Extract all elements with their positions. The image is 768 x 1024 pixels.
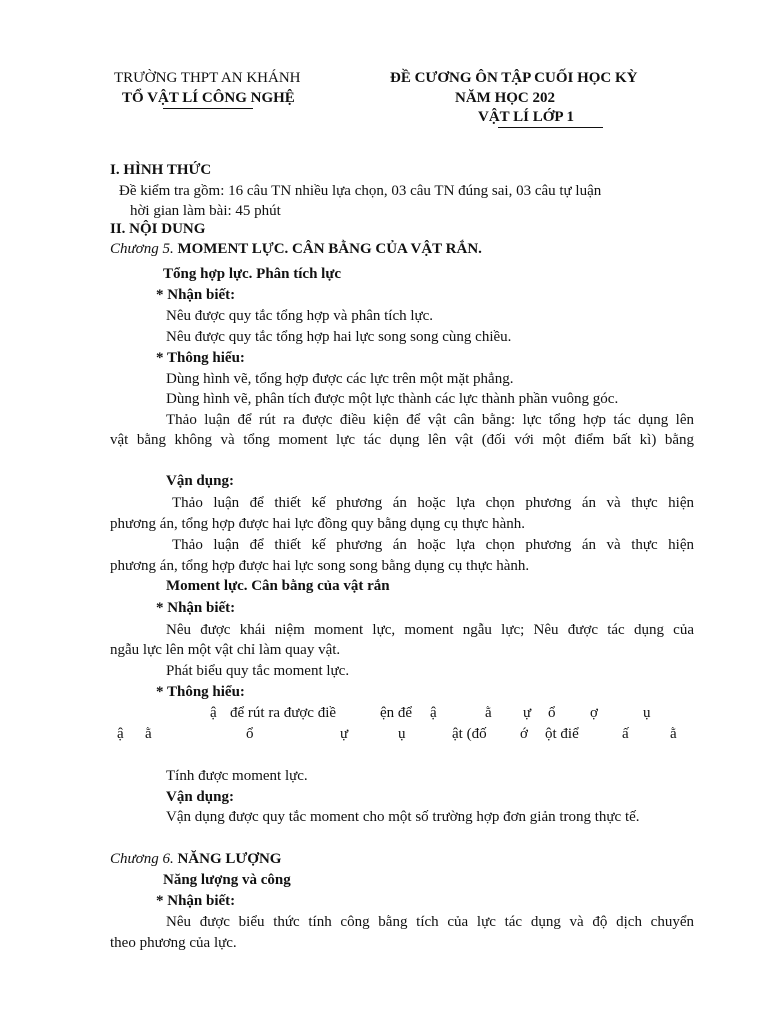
topic-energy-work-title: Năng lượng và công: [163, 872, 291, 888]
text-fragment: ật (đố: [452, 726, 487, 742]
recognize-item: Nêu được quy tắc tổng hợp và phân tích lực.: [166, 308, 434, 324]
chapter-5-prefix: Chương 5.: [110, 241, 174, 257]
text-fragment: ổ: [548, 705, 556, 721]
recognize-item-line1: Nêu được biểu thức tính công bằng tích của lực tác dụng và độ dịch chuyển: [166, 914, 694, 930]
recognize-item-line2: ngẫu lực lên một vật chỉ làm quay vật.: [110, 642, 341, 658]
exam-duration-line: hời gian làm bài: 45 phút: [130, 203, 281, 219]
chapter-6-heading: [110, 849, 281, 870]
recognize-item-line1: Nêu được khái niệm moment lực, moment ngẫu lực; Nêu được tác dụng của: [166, 622, 694, 638]
recognize-item-line2: theo phương của lực.: [110, 935, 237, 951]
chapter-6-prefix: Chương 6.: [110, 851, 174, 867]
text-fragment: ằ: [145, 726, 152, 742]
text-fragment: ằ: [485, 705, 492, 721]
text-fragment: ụ: [398, 726, 406, 742]
chapter-5-heading: [110, 239, 482, 260]
text-fragment: ột điể: [545, 726, 579, 742]
text-fragment: ự: [340, 726, 349, 742]
recognize-label: * Nhận biết:: [156, 600, 236, 616]
department-underline: [163, 108, 253, 109]
school-year: NĂM HỌC 202: [455, 90, 555, 106]
apply-item-line1: Thảo luận để thiết kế phương án hoặc lựa chọn phương án và thực hiện: [172, 537, 694, 553]
text-fragment: ự: [523, 705, 532, 721]
chapter-5-title: MOMENT LỰC. CÂN BẰNG CỦA VẬT RẮN.: [177, 241, 482, 257]
recognize-item: Phát biểu quy tắc moment lực.: [166, 663, 350, 679]
text-fragment: ện để: [380, 705, 413, 721]
understand-item: Tính được moment lực.: [166, 768, 308, 784]
text-fragment: ằ: [670, 726, 677, 742]
topic-moment-title: Moment lực. Cân bằng của vật rắn: [166, 578, 390, 594]
apply-item-line2: phương án, tổng hợp được hai lực đồng quy bằng dụng cụ thực hành.: [110, 516, 525, 532]
document-title: ĐỀ CƯƠNG ÔN TẬP CUỐI HỌC KỲ: [390, 70, 638, 86]
text-fragment: ậ: [430, 705, 437, 721]
text-fragment: để rút ra được điề: [230, 705, 337, 721]
apply-item-line1: Thảo luận để thiết kế phương án hoặc lựa chọn phương án và thực hiện: [172, 495, 694, 511]
text-fragment: ậ: [117, 726, 124, 742]
apply-item-line2: phương án, tổng hợp được hai lực song song bằng dụng cụ thực hành.: [110, 558, 530, 574]
text-fragment: ớ: [520, 726, 528, 742]
understand-label: * Thông hiểu:: [156, 350, 245, 366]
section-1-heading: I. HÌNH THỨC: [110, 162, 212, 178]
text-fragment: ấ: [622, 726, 629, 742]
department-name: TỔ VẬT LÍ CÔNG NGHỆ: [122, 90, 295, 106]
topic-force-composition-title: Tổng hợp lực. Phân tích lực: [163, 266, 342, 282]
recognize-label: * Nhận biết:: [156, 287, 236, 303]
subject-underline: [498, 127, 603, 128]
subject-title: VẬT LÍ LỚP 1: [478, 109, 574, 125]
text-fragment: ụ: [643, 705, 651, 721]
recognize-label: * Nhận biết:: [156, 893, 236, 909]
understand-label: * Thông hiểu:: [156, 684, 245, 700]
understand-item: Dùng hình vẽ, tổng hợp được các lực trên một mặt phẳng.: [166, 371, 514, 387]
school-name: TRƯỜNG THPT AN KHÁNH: [114, 70, 301, 86]
equilibrium-discussion-line2: vật bằng không và tổng moment lực tác dụng lên vật (đối với một điểm bất kì) bằng: [110, 432, 694, 448]
equilibrium-discussion-line1: Thảo luận để rút ra được điều kiện để vật cân bằng: lực tổng hợp tác dụng lên: [166, 412, 694, 428]
chapter-6-title: NĂNG LƯỢNG: [177, 851, 282, 867]
apply-label: Vận dụng:: [166, 473, 234, 489]
recognize-item: Nêu được quy tắc tổng hợp hai lực song song cùng chiều.: [166, 329, 512, 345]
text-fragment: ậ: [210, 705, 217, 721]
apply-item: Vận dụng được quy tắc moment cho một số trường hợp đơn giản trong thực tế.: [166, 809, 640, 825]
text-fragment: ợ: [590, 705, 598, 721]
understand-item: Dùng hình vẽ, phân tích được một lực thành các lực thành phần vuông góc.: [166, 391, 619, 407]
text-fragment: ổ: [246, 726, 254, 742]
apply-label: Vận dụng:: [166, 789, 234, 805]
section-2-heading: II. NỘI DUNG: [110, 221, 206, 237]
exam-format-line: Đề kiểm tra gồm: 16 câu TN nhiều lựa chọn, 03 câu TN đúng sai, 03 câu tự luận: [119, 183, 602, 199]
